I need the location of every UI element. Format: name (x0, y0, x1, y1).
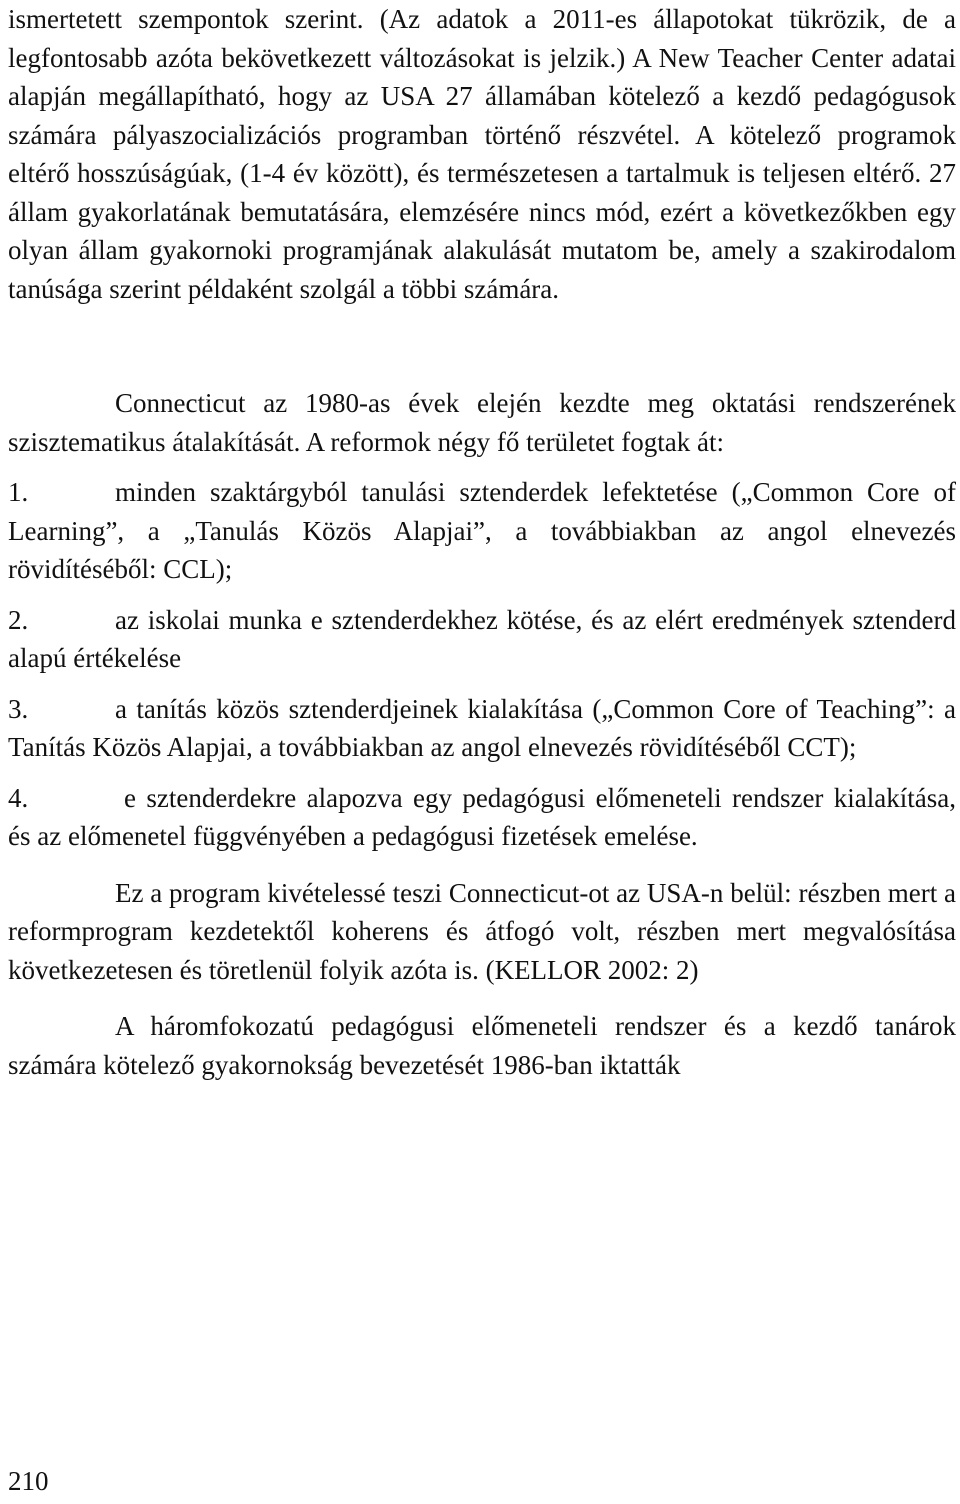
list-item (8, 779, 956, 856)
list-item-text: e sztenderdekre alapozva egy pedagógusi előmeneteli rendszer kialakítása, és az előmenetel függvényében a pedagógusi fizetések emelése. (8, 782, 956, 851)
reform-list (8, 473, 956, 856)
intro-text-c: 27 állam gyakorlatának bemutatására, elemzésére nincs mód, ezért a következőkben egy olyan állam gyakornoki programjának alakulását mutatom be, amely a szakirodalom tanúsága szerint példaként szolgál a többi számára. (8, 158, 956, 304)
list-item-text: az iskolai munka e sztenderdekhez kötése, és az elért eredmények sztenderd alapú értékelése (8, 604, 956, 673)
paragraph-connecticut: Connecticut az 1980-as évek elején kezdte meg oktatási rendszerének szisztematikus átalakítását. A reformok négy fő területet fogtak át: (8, 388, 956, 457)
list-item-number: 3. (8, 693, 29, 724)
list-item-number: 4. (8, 782, 29, 813)
list-item (8, 601, 956, 678)
intro-text-b: A kötelező programok eltérő hosszúságúak, (1-4 év között), és természetesen a tartalmuk is teljesen eltérő. (8, 119, 956, 188)
paragraph-program: Ez a program kivételessé teszi Connecticut-ot az USA-n belül: részben mert a reformprogram kezdetektől koherens és átfogó volt, részben mert megvalósítása következetesen és töretlenül folyik azóta is. (KELLOR 2002: 2) (8, 877, 956, 985)
list-item (8, 690, 956, 767)
list-item-text: a tanítás közös sztenderdjeinek kialakítása („Common Core of Teaching”: a Tanítás Közös Alapjai, a továbbiakban az angol elnevezés rövidítéséből CCT); (8, 693, 956, 762)
document-page (8, 0, 956, 1084)
page-number: 210 (8, 1466, 49, 1496)
list-item-number: 1. (8, 477, 29, 507)
intro-text-a: ismertetett szempontok szerint. (Az adatok a 2011-es állapotokat tükrözik, de a legfontosabb azóta bekövetkezett változásokat is jelzik.) A New Teacher Center adatai alapján megállapítható, hogy az USA 27 államában kötelező a kezdő pedagógusok számára pályaszocializációs programban történő részvétel. (8, 4, 956, 150)
list-item (8, 473, 956, 589)
list-item-text: minden szaktárgyból tanulási sztenderdek lefektetése („Common Core of Learning”, a „Tanulás Közös Alapjai”, a továbbiakban az angol elnevezés rövidítéséből: CCL); (8, 477, 956, 584)
paragraph-three-tier: A háromfokozatú pedagógusi előmeneteli rendszer és a kezdő tanárok számára kötelező gyakornokság bevezetését 1986-ban iktatták (8, 1011, 956, 1080)
paragraph-intro (8, 0, 956, 308)
list-item-number: 2. (8, 604, 29, 635)
